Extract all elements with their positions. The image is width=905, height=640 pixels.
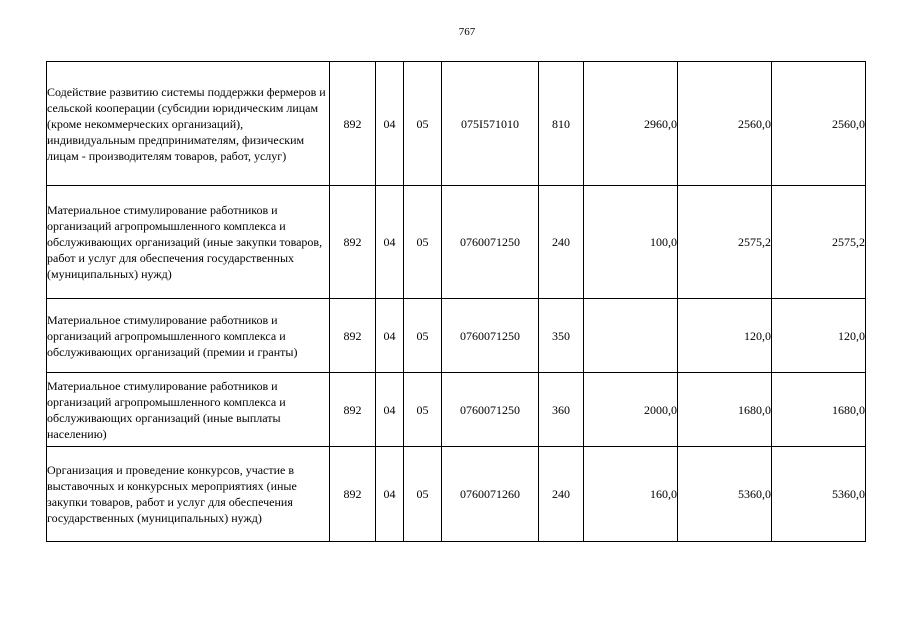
cell-amount-2: 120,0 — [678, 299, 772, 373]
cell-target-article: 0760071250 — [442, 186, 539, 299]
cell-amount-3: 120,0 — [772, 299, 866, 373]
cell-description: Материальное стимулирование работников и организаций агропромышленного комплекса и обслуживающих организаций (иные закупки товаров, работ и услуг для обеспечения государственных (муниципальных) нужд) — [47, 186, 330, 299]
cell-ministry: 892 — [330, 299, 376, 373]
cell-expense-type: 360 — [539, 373, 584, 447]
cell-subsection: 05 — [404, 62, 442, 186]
cell-section: 04 — [376, 62, 404, 186]
cell-amount-3: 5360,0 — [772, 447, 866, 542]
cell-ministry: 892 — [330, 447, 376, 542]
cell-amount-1: 2000,0 — [584, 373, 678, 447]
cell-ministry: 892 — [330, 186, 376, 299]
cell-amount-1: 2960,0 — [584, 62, 678, 186]
cell-section: 04 — [376, 373, 404, 447]
cell-amount-2: 2560,0 — [678, 62, 772, 186]
cell-ministry: 892 — [330, 62, 376, 186]
cell-amount-3: 2575,2 — [772, 186, 866, 299]
cell-amount-1: 160,0 — [584, 447, 678, 542]
cell-description: Материальное стимулирование работников и организаций агропромышленного комплекса и обслуживающих организаций (премии и гранты) — [47, 299, 330, 373]
cell-description: Материальное стимулирование работников и организаций агропромышленного комплекса и обслуживающих организаций (иные выплаты населению) — [47, 373, 330, 447]
table-row — [47, 186, 866, 299]
table-row — [47, 447, 866, 542]
cell-section: 04 — [376, 447, 404, 542]
cell-expense-type: 350 — [539, 299, 584, 373]
cell-description: Организация и проведение конкурсов, участие в выставочных и конкурсных мероприятиях (иные закупки товаров, работ и услуг для обеспечения государственных (муниципальных) нужд) — [47, 447, 330, 542]
cell-target-article: 075I571010 — [442, 62, 539, 186]
cell-expense-type: 810 — [539, 62, 584, 186]
page-number: 767 — [458, 26, 476, 38]
cell-amount-1: 100,0 — [584, 186, 678, 299]
cell-expense-type: 240 — [539, 447, 584, 542]
cell-ministry: 892 — [330, 373, 376, 447]
cell-description: Содействие развитию системы поддержки фермеров и сельской кооперации (субсидии юридическим лицам (кроме некоммерческих организаций), индивидуальным предпринимателям, физическим лицам - производителям товаров, работ, услуг) — [47, 62, 330, 186]
cell-amount-3: 1680,0 — [772, 373, 866, 447]
cell-subsection: 05 — [404, 186, 442, 299]
table-row — [47, 62, 866, 186]
cell-target-article: 0760071250 — [442, 373, 539, 447]
cell-amount-2: 2575,2 — [678, 186, 772, 299]
cell-target-article: 0760071250 — [442, 299, 539, 373]
budget-table — [46, 61, 866, 542]
cell-subsection: 05 — [404, 447, 442, 542]
cell-amount-3: 2560,0 — [772, 62, 866, 186]
cell-section: 04 — [376, 299, 404, 373]
cell-subsection: 05 — [404, 373, 442, 447]
cell-amount-2: 5360,0 — [678, 447, 772, 542]
cell-target-article: 0760071260 — [442, 447, 539, 542]
cell-amount-2: 1680,0 — [678, 373, 772, 447]
table-row — [47, 373, 866, 447]
cell-expense-type: 240 — [539, 186, 584, 299]
cell-amount-1 — [584, 299, 678, 373]
table-row — [47, 299, 866, 373]
cell-section: 04 — [376, 186, 404, 299]
cell-subsection: 05 — [404, 299, 442, 373]
